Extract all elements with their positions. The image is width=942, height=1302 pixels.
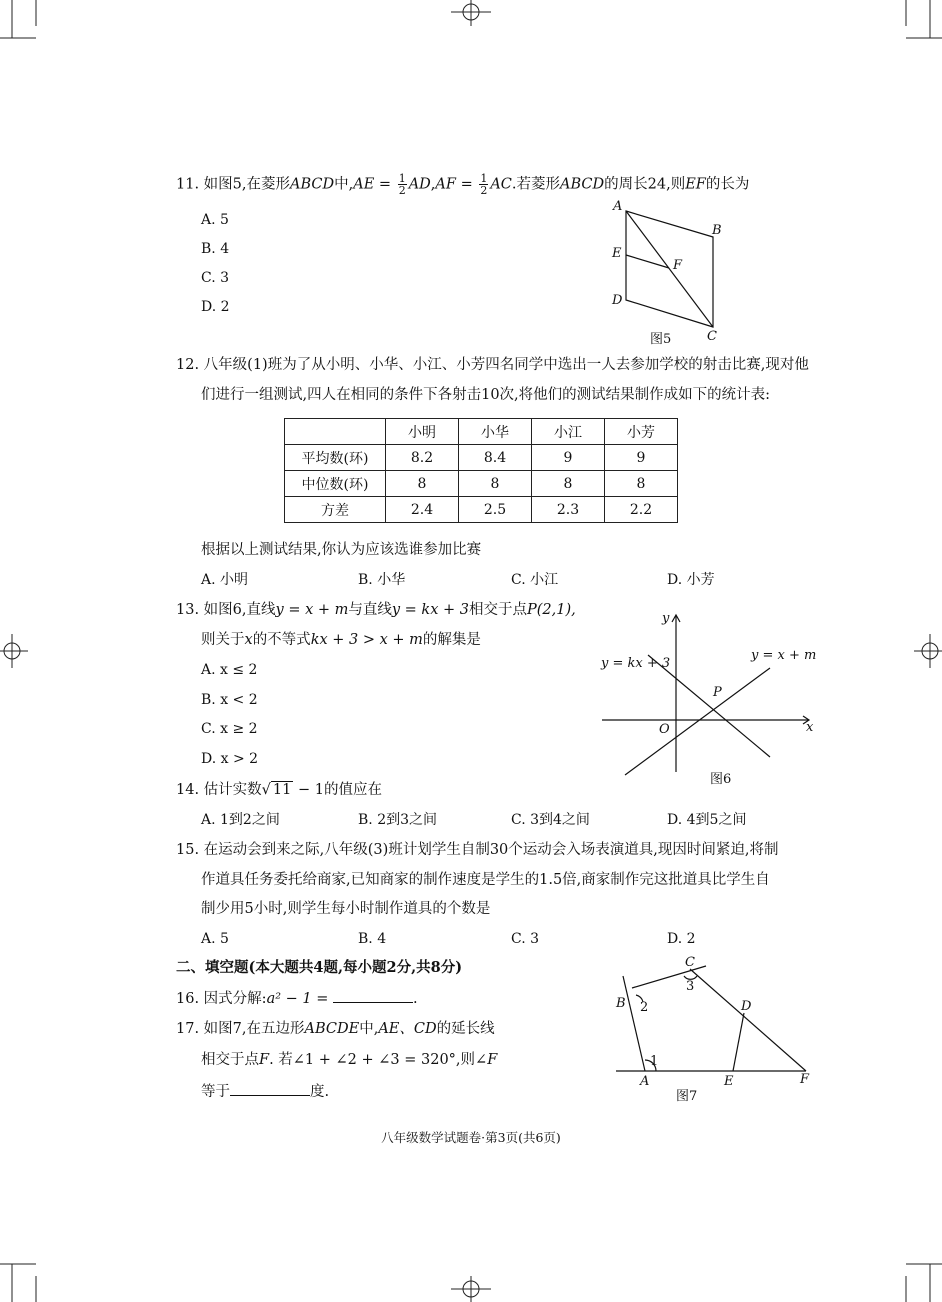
q14-option-c: C. 3到4之间 <box>511 812 590 828</box>
registration-mark-top <box>451 0 491 26</box>
q15-option-c: C. 3 <box>511 931 540 947</box>
table-cell: 平均数(环) <box>285 445 386 471</box>
table-cell: 9 <box>532 445 605 471</box>
q13-eq1: y = x + m <box>275 602 349 618</box>
q11-ef: EF <box>685 176 706 193</box>
q13-text-a: 13. 如图6,直线 <box>176 602 276 618</box>
q12-line-2: 们进行一组测试,四人在相同的条件下各射击10次,将他们的测试结果制作成如下的统计表: <box>201 387 771 403</box>
fig6-line2-label: y = x + m <box>751 648 817 663</box>
frac-den: 2 <box>398 184 406 197</box>
q15-option-b: B. 4 <box>358 931 387 947</box>
stats-table <box>284 418 678 523</box>
question-11 <box>176 173 749 196</box>
q17-line-1 <box>176 1019 495 1039</box>
q17-text-c: 的延长线 <box>436 1021 495 1037</box>
q13-text-f: 的解集是 <box>422 632 481 648</box>
q17-text-b: 中, <box>359 1021 379 1037</box>
table-cell: 8 <box>386 471 459 497</box>
q13-line-1 <box>176 600 576 620</box>
q17-text-e: . 若∠1 + ∠2 + ∠3 = 320°,则∠ <box>269 1052 488 1068</box>
fig5-label-a: A <box>613 199 623 214</box>
table-header-cell <box>285 419 386 445</box>
figure-6-graph <box>602 615 809 775</box>
registration-mark-right <box>914 634 942 668</box>
q13-eq2: y = kx + 3 <box>391 602 469 618</box>
table-header-cell: 小明 <box>386 419 459 445</box>
registration-mark-left <box>0 634 28 668</box>
fig7-label-f: F <box>800 1072 810 1087</box>
fig7-label-angle1: 1 <box>650 1054 659 1069</box>
q11-option-d: D. 2 <box>201 299 230 315</box>
q13-option-d: D. x > 2 <box>201 751 259 767</box>
q17-f2: F <box>487 1052 498 1068</box>
table-header-cell: 小芳 <box>605 419 678 445</box>
q13-text-c: 相交于点 <box>469 602 527 618</box>
q12-option-d: D. 小芳 <box>667 572 715 588</box>
table-cell: 8 <box>459 471 532 497</box>
q15-line-3: 制少用5小时,则学生每小时制作道具的个数是 <box>201 901 491 917</box>
fig5-label-f: F <box>673 258 683 273</box>
q11-text-mid1: 中, <box>334 176 354 193</box>
table-cell: 8 <box>605 471 678 497</box>
q15-line-2: 作道具任务委托给商家,已知商家的制作速度是学生的1.5倍,商家制作完这批道具比学生自 <box>201 872 770 888</box>
q17-line-3 <box>201 1081 329 1102</box>
table-cell: 2.5 <box>459 497 532 523</box>
figure-7-pentagon <box>616 966 806 1071</box>
q15-option-d: D. 2 <box>667 931 696 947</box>
q16-answer-blank[interactable] <box>333 988 413 1003</box>
q11-abcd: ABCD <box>290 176 335 193</box>
q17-abcde: ABCDE <box>304 1021 360 1037</box>
q17-f: F <box>259 1052 270 1068</box>
table-cell: 8.2 <box>386 445 459 471</box>
fig6-caption: 图6 <box>710 772 732 787</box>
q17-text-g: 度. <box>310 1084 330 1100</box>
q14-option-b: B. 2到3之间 <box>358 812 438 828</box>
figure-5-rhombus <box>626 211 713 327</box>
q11-af: AF <box>435 176 456 193</box>
fig7-label-e: E <box>724 1074 734 1089</box>
q14-text-pre: 14. 估计实数 <box>176 782 262 798</box>
table-row <box>285 497 678 523</box>
q12-line-1: 12. 八年级(1)班为了从小明、小华、小江、小芳四名同学中选出一人去参加学校的射击比赛,现对他 <box>176 357 809 373</box>
q11-text-mid2: .若菱形 <box>511 176 561 193</box>
q15-option-a: A. 5 <box>201 931 229 947</box>
q11-ad: AD <box>408 176 431 193</box>
fig6-label-x: x <box>806 720 814 735</box>
fig7-label-c: C <box>685 955 695 970</box>
q11-text-post: 的长为 <box>705 176 750 193</box>
q11-ae: AE <box>353 176 375 193</box>
fig6-label-p: P <box>713 685 722 700</box>
section-2-heading: 二、填空题(本大题共4题,每小题2分,共8分) <box>176 959 463 976</box>
fraction-half-2 <box>479 173 488 196</box>
table-cell: 2.3 <box>532 497 605 523</box>
q11-text-mid3: 的周长24,则 <box>604 176 686 193</box>
table-header-cell: 小华 <box>459 419 532 445</box>
q12-option-b: B. 小华 <box>358 572 406 588</box>
q15-line-1: 15. 在运动会到来之际,八年级(3)班计划学生自制30个运动会入场表演道具,现因时间紧迫,将制 <box>176 842 779 858</box>
fig6-label-o: O <box>659 722 670 737</box>
q14-option-d: D. 4到5之间 <box>667 812 747 828</box>
q11-comma: , <box>430 176 436 193</box>
q11-text-pre: 如图5,在菱形 <box>203 176 291 193</box>
q17-answer-blank[interactable] <box>230 1081 310 1096</box>
fig5-label-b: B <box>712 223 722 238</box>
q17-line-2 <box>201 1050 497 1070</box>
fig6-label-y: y <box>662 611 670 626</box>
page-footer: 八年级数学试题卷·第3页(共6页) <box>381 1130 561 1145</box>
table-row <box>285 445 678 471</box>
table-header-cell: 小江 <box>532 419 605 445</box>
q14-text-post: − 1的值应在 <box>293 782 382 798</box>
fraction-half-1 <box>398 173 407 196</box>
q11-abcd2: ABCD <box>560 176 605 193</box>
q14-line <box>176 780 382 800</box>
table-row <box>285 471 678 497</box>
q13-x: x <box>244 632 253 648</box>
fig5-label-c: C <box>707 329 717 344</box>
q13-line-2 <box>201 630 481 650</box>
frac-den: 2 <box>480 184 488 197</box>
table-row <box>285 419 678 445</box>
q13-text-e: 的不等式 <box>252 632 311 648</box>
q11-eq1: = <box>378 176 392 193</box>
fig7-label-b: B <box>616 996 626 1011</box>
table-cell: 8 <box>532 471 605 497</box>
fig7-label-d: D <box>741 999 752 1014</box>
q13-option-c: C. x ≥ 2 <box>201 721 258 737</box>
q12-option-a: A. 小明 <box>201 572 249 588</box>
fig5-caption: 图5 <box>650 332 672 347</box>
q11-option-a: A. 5 <box>201 212 229 228</box>
table-cell: 2.4 <box>386 497 459 523</box>
q17-text-a: 17. 如图7,在五边形 <box>176 1021 305 1037</box>
fig7-caption: 图7 <box>676 1089 698 1104</box>
q13-point: P(2,1), <box>527 602 576 618</box>
question-number: 11. <box>176 176 200 193</box>
registration-mark-bottom <box>451 1276 491 1302</box>
q11-option-b: B. 4 <box>201 241 230 257</box>
fig7-label-angle3: 3 <box>686 979 695 994</box>
table-cell: 中位数(环) <box>285 471 386 497</box>
q16-line <box>176 988 418 1009</box>
q11-ac: AC <box>490 176 512 193</box>
sqrt-symbol: √ 11 <box>261 782 292 798</box>
fig5-label-e: E <box>612 246 622 261</box>
q13-option-a: A. x ≤ 2 <box>201 662 258 678</box>
q12-question: 根据以上测试结果,你认为应该选谁参加比赛 <box>201 542 482 558</box>
table-cell: 2.2 <box>605 497 678 523</box>
q11-option-c: C. 3 <box>201 270 230 286</box>
q17-aecd: AE、CD <box>378 1021 437 1037</box>
frac-num: 1 <box>480 172 488 185</box>
q16-expr: a² − 1 = <box>266 991 329 1007</box>
q13-text-d: 则关于 <box>201 632 245 648</box>
q12-option-c: C. 小江 <box>511 572 559 588</box>
table-cell: 9 <box>605 445 678 471</box>
q13-ineq: kx + 3 > x + m <box>310 632 423 648</box>
q16-text-post: . <box>412 991 418 1007</box>
q17-text-f: 等于 <box>201 1084 230 1100</box>
table-cell: 方差 <box>285 497 386 523</box>
frac-num: 1 <box>398 172 406 185</box>
q13-option-b: B. x < 2 <box>201 692 258 708</box>
fig7-label-angle2: 2 <box>640 1000 649 1015</box>
q13-text-b: 与直线 <box>348 602 392 618</box>
q11-eq2: = <box>460 176 473 193</box>
sqrt-radicand: 11 <box>272 782 292 798</box>
q17-text-d: 相交于点 <box>201 1052 259 1068</box>
fig7-label-a: A <box>640 1074 650 1089</box>
fig5-label-d: D <box>612 293 623 308</box>
fig6-line1-label: y = kx + 3 <box>601 656 671 671</box>
table-cell: 8.4 <box>459 445 532 471</box>
q14-option-a: A. 1到2之间 <box>201 812 280 828</box>
q16-text-pre: 16. 因式分解: <box>176 991 267 1007</box>
